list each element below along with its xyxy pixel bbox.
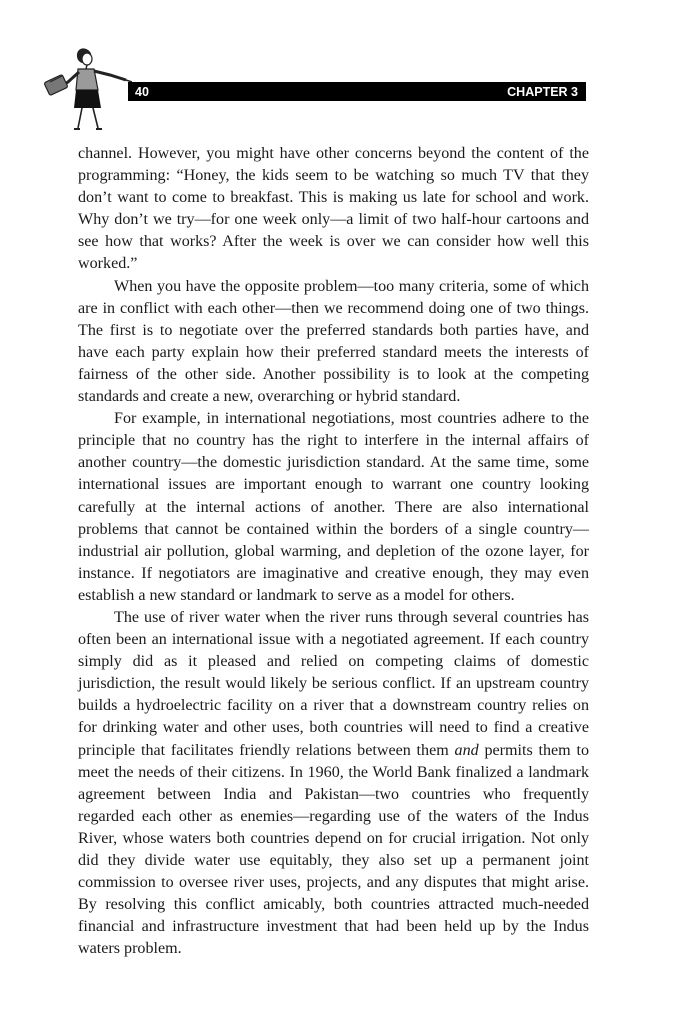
body-text: [78, 143, 589, 960]
running-header: [128, 82, 586, 101]
paragraph-2: When you have the opposite problem—too many criteria, some of which are in conflict with each other—then we recommend doing one of two things. The first is to negotiate over the preferred standards both parties have, and have each party explain how their preferred standard meets the interests of fairness of the other side. Another possibility is to look at the competing standards and create a new, overarching or hybrid standard.: [78, 277, 589, 406]
paragraph-1: channel. However, you might have other concerns beyond the content of the programming: “Honey, the kids seem to be watching so much TV that they don’t want to come to breakfast. This is making us late for school and work. Why don’t we try—for one week only—a limit of two half-hour cartoons and see how that works? After the week is over we can consider how well this worked.”: [78, 145, 589, 273]
chapter-label: CHAPTER 3: [507, 84, 578, 99]
paragraph-4-part-2: permits them to meet the needs of their citizens. In 1960, the World Bank finalized a landmark agreement between India and Pakistan—two countries who frequently regarded each other as enemies—regarding use of the waters of the Indus River, whose waters both countries depend on for crucial irrigation. Not only did they divide water use equitably, they also set up a permanent joint commission to oversee river uses, projects, and any disputes that might arise. By resolving this conflict amicably, both countries attracted much-needed financial and infrastructure investment that had been held up by the Indus waters problem.: [78, 741, 589, 958]
paragraph-3: For example, in international negotiations, most countries adhere to the principle that no country has the right to interfere in the internal affairs of another country—the domestic jurisdiction standard. At the same time, some international issues are important enough to warrant one country looking carefully at the internal actions of another. There are also international problems that cannot be contained within the borders of a single country—industrial air pollution, global warming, and depletion of the ozone layer, for instance. If negotiators are imaginative and creative enough, they may even establish a new standard or landmark to serve as a model for others.: [78, 410, 589, 604]
emphasis-and: and: [454, 741, 479, 759]
businesswoman-with-briefcase-icon: [38, 42, 138, 134]
paragraph-4: [78, 607, 589, 961]
page-number: 40: [135, 84, 149, 99]
paragraph-4-part-1: The use of river water when the river runs through several countries has often been an international issue with a negotiated agreement. If each country simply did as it pleased and relied on competing claims of domestic jurisdiction, the result would likely be serious conflict. If an upstream country builds a hydroelectric facility on a river that a downstream country relies on for drinking water and other uses, both countries will need to find a creative principle that facilitates friendly relations between them: [78, 608, 589, 759]
